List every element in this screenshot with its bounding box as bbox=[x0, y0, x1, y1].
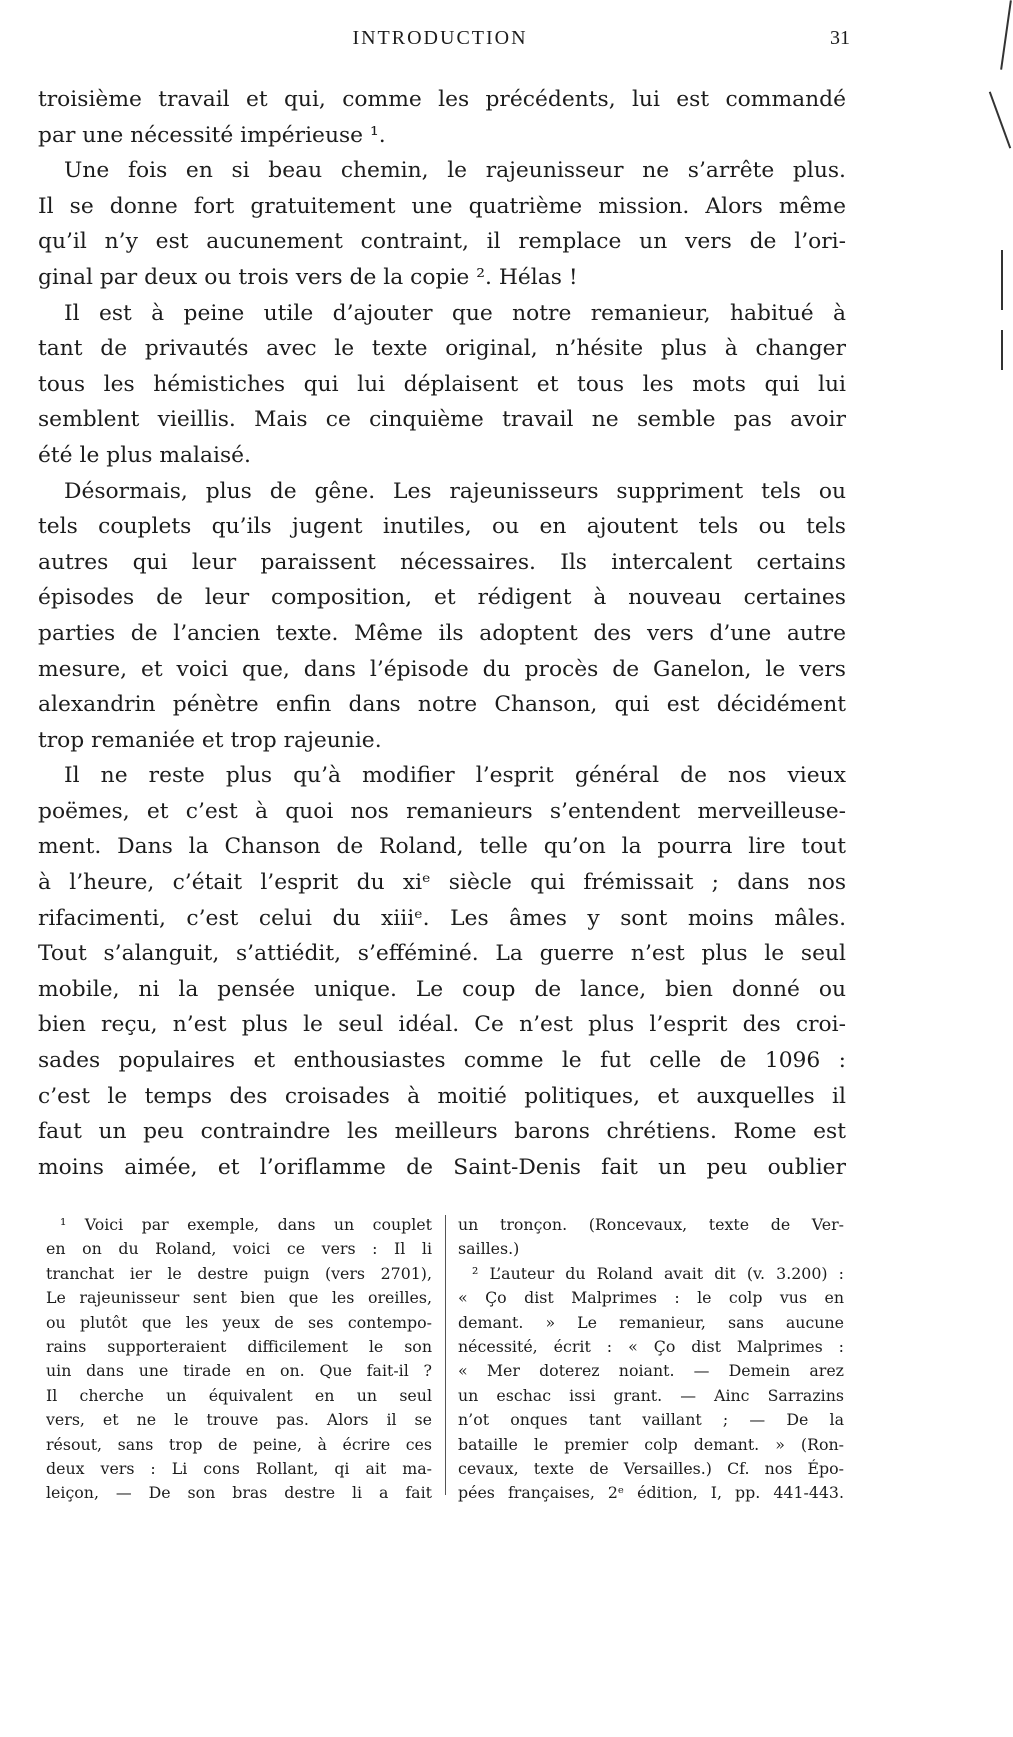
footnote-line: « Mer doterez noiant. — Demein arez bbox=[458, 1361, 844, 1381]
text-line: par une nécessité impérieuse ¹. bbox=[38, 122, 386, 148]
text-line: épisodes de leur composition, et rédigent à nouveau certaines bbox=[38, 585, 846, 611]
text-line: autres qui leur paraissent nécessaires. Ils intercalent certains bbox=[38, 549, 846, 575]
footnote-line: sailles.) bbox=[458, 1239, 520, 1259]
main-text bbox=[38, 82, 846, 1185]
page-number: 31 bbox=[830, 27, 850, 49]
footnote-line: pées françaises, 2ᵉ édition, I, pp. 441-443. bbox=[458, 1483, 844, 1503]
footnote-line: demant. » Le remanieur, sans aucune bbox=[458, 1312, 844, 1332]
text-line: Une fois en si beau chemin, le rajeunisseur ne s’arrête plus. bbox=[64, 158, 846, 184]
text-line: mobile, ni la pensée unique. Le coup de lance, bien donné ou bbox=[38, 976, 846, 1002]
text-line: ginal par deux ou trois vers de la copie ². Hélas ! bbox=[38, 264, 578, 290]
footnote-line: un tronçon. (Roncevaux, texte de Ver- bbox=[458, 1215, 844, 1234]
footnote-line: bataille le premier colp demant. » (Ron- bbox=[458, 1434, 844, 1454]
text-line: Il ne reste plus qu’à modifier l’esprit général de nos vieux bbox=[64, 763, 846, 789]
footnote-line: deux vers : Li cons Rollant, qi ait ma- bbox=[46, 1458, 432, 1478]
footnotes-right-column bbox=[458, 1213, 844, 1506]
footnote-line: tranchat ier le destre puign (vers 2701), bbox=[46, 1263, 432, 1283]
text-line: tant de privautés avec le texte original, n’hésite plus à changer bbox=[38, 336, 846, 362]
footnote-line: vers, et ne le trouve pas. Alors il se bbox=[46, 1410, 432, 1430]
text-line: qu’il n’y est aucunement contraint, il remplace un vers de l’ori- bbox=[38, 229, 846, 255]
text-line: moins aimée, et l’oriflamme de Saint-Denis fait un peu oublier bbox=[38, 1154, 846, 1180]
footnotes-left-column bbox=[46, 1213, 432, 1506]
footnote-line: leiçon, — De son bras destre li a fait bbox=[46, 1483, 432, 1503]
text-line: été le plus malaisé. bbox=[38, 442, 251, 468]
text-line: trop remaniée et trop rajeunie. bbox=[38, 727, 382, 753]
text-line: Il est à peine utile d’ajouter que notre remanieur, habitué à bbox=[64, 300, 846, 326]
text-line: faut un peu contraindre les meilleurs barons chrétiens. Rome est bbox=[38, 1119, 846, 1145]
text-line: à l’heure, c’était l’esprit du xiᵉ siècle qui frémissait ; dans nos bbox=[38, 870, 846, 896]
text-line: Il se donne fort gratuitement une quatrième mission. Alors même bbox=[38, 193, 846, 219]
text-line: ment. Dans la Chanson de Roland, telle qu’on la pourra lire tout bbox=[38, 834, 846, 860]
footnote-line: Le rajeunisseur sent bien que les oreilles, bbox=[46, 1288, 432, 1308]
text-line: mesure, et voici que, dans l’épisode du procès de Ganelon, le vers bbox=[38, 656, 846, 682]
text-line: rifacimenti, c’est celui du xiiiᵉ. Les âmes y sont moins mâles. bbox=[38, 905, 846, 931]
page-edge-marks bbox=[995, 0, 1013, 1737]
running-title: INTRODUCTION bbox=[352, 27, 528, 49]
footnote-line: n’ot onques tant vaillant ; — De la bbox=[458, 1410, 844, 1430]
column-divider bbox=[445, 1215, 446, 1495]
text-line: troisième travail et qui, comme les précédents, lui est commandé bbox=[38, 87, 846, 112]
footnote-line: nécessité, écrit : « Ço dist Malprimes : bbox=[458, 1336, 844, 1356]
footnotes bbox=[46, 1213, 846, 1503]
footnote-line: « Ço dist Malprimes : le colp vus en bbox=[458, 1288, 844, 1308]
text-line: parties de l’ancien texte. Même ils adoptent des vers d’une autre bbox=[38, 620, 846, 646]
text-line: poëmes, et c’est à quoi nos remanieurs s’entendent merveilleuse- bbox=[38, 798, 846, 824]
footnote-line: ou plutôt que les yeux de ses contempo- bbox=[46, 1312, 432, 1332]
footnote-line: rains supporteraient difficilement le son bbox=[46, 1336, 432, 1356]
text-line: semblent vieillis. Mais ce cinquième travail ne semble pas avoir bbox=[38, 407, 846, 433]
running-header bbox=[40, 27, 850, 57]
footnote-line: résout, sans trop de peine, à écrire ces bbox=[46, 1434, 432, 1454]
text-line: tels couplets qu’ils jugent inutiles, ou en ajoutent tels ou tels bbox=[38, 514, 846, 540]
footnote-line: Il cherche un équivalent en un seul bbox=[46, 1385, 432, 1405]
footnote-line: ² L’auteur du Roland avait dit (v. 3.200) : bbox=[472, 1263, 844, 1283]
text-line: Tout s’alanguit, s’attiédit, s’efféminé. La guerre n’est plus le seul bbox=[38, 941, 846, 967]
footnote-line: ¹ Voici par exemple, dans un couplet bbox=[60, 1215, 432, 1234]
footnote-line: en on du Roland, voici ce vers : Il li bbox=[46, 1239, 432, 1259]
text-line: c’est le temps des croisades à moitié politiques, et auxquelles il bbox=[38, 1083, 846, 1109]
text-line: sades populaires et enthousiastes comme le fut celle de 1096 : bbox=[38, 1048, 846, 1074]
text-line: tous les hémistiches qui lui déplaisent et tous les mots qui lui bbox=[38, 371, 846, 397]
text-line: alexandrin pénètre enfin dans notre Chanson, qui est décidément bbox=[38, 692, 846, 718]
text-line: Désormais, plus de gêne. Les rajeunisseurs suppriment tels ou bbox=[64, 478, 846, 504]
footnote-line: un eschac issi grant. — Ainc Sarrazins bbox=[458, 1385, 844, 1405]
footnote-line: cevaux, texte de Versailles.) Cf. nos Épo- bbox=[458, 1458, 844, 1478]
footnote-line: uin dans une tirade en on. Que fait-il ? bbox=[46, 1361, 432, 1381]
text-line: bien reçu, n’est plus le seul idéal. Ce n’est plus l’esprit des croi- bbox=[38, 1012, 846, 1038]
